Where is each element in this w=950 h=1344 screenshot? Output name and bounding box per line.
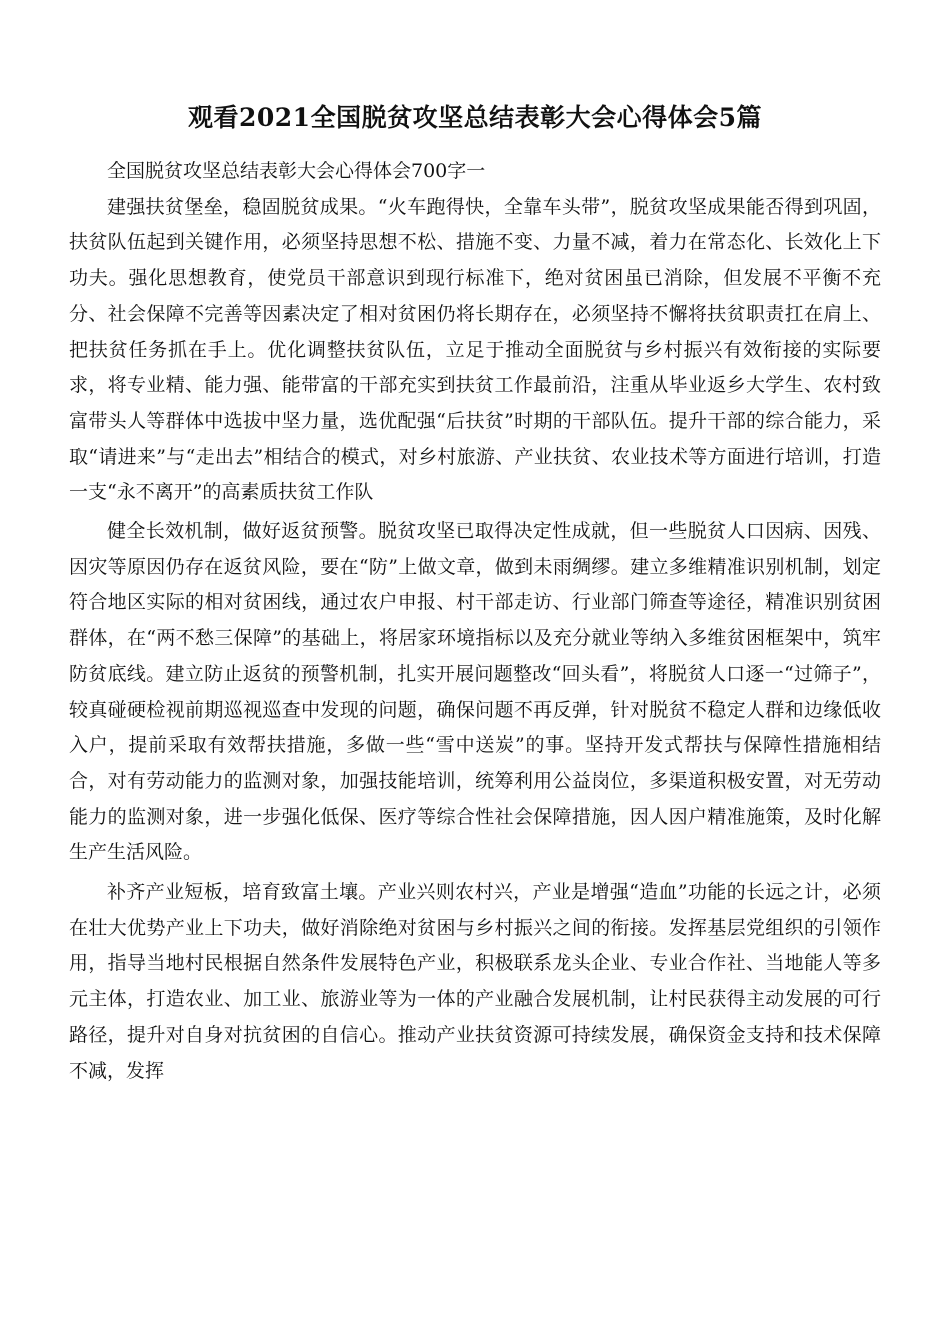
paragraph-2: 健全长效机制，做好返贫预警。脱贫攻坚已取得决定性成就，但一些脱贫人口因病、因残、因灾等原因仍存在返贫风险，要在“防”上做文章，做到未雨绸缪。建立多维精准识别机制，划定符合地区实际的相对贫困线，通过农户申报、村干部走访、行业部门筛查等途径，精准识别贫困群体，在“两不愁三保障”的基础上，将居家环境指标以及充分就业等纳入多维贫困框架中，筑牢防贫底线。建立防止返贫的预警机制，扎实开展问题整改“回头看”，将脱贫人口逐一“过筛子”，较真碰硬检视前期巡视巡查中发现的问题，确保问题不再反弹，针对脱贫不稳定人群和边缘低收入户，提前采取有效帮扶措施，多做一些“雪中送炭”的事。坚持开发式帮扶与保障性措施相结合，对有劳动能力的监测对象，加强技能培训，统筹利用公益岗位，多渠道积极安置，对无劳动能力的监测对象，进一步强化低保、医疗等综合性社会保障措施，因人因户精准施策，及时化解生产生活风险。: [69, 520, 881, 864]
section-subtitle: 全国脱贫攻坚总结表彰大会心得体会700字一: [107, 160, 486, 182]
paragraph-1: 建强扶贫堡垒，稳固脱贫成果。“火车跑得快，全靠车头带”，脱贫攻坚成果能否得到巩固，扶贫队伍起到关键作用，必须坚持思想不松、措施不变、力量不减，着力在常态化、长效化上下功夫。强化思想教育，使党员干部意识到现行标准下，绝对贫困虽已消除，但发展不平衡不充分、社会保障不完善等因素决定了相对贫困仍将长期存在，必须坚持不懈将扶贫职责扛在肩上、把扶贫任务抓在手上。优化调整扶贫队伍，立足于推动全面脱贫与乡村振兴有效衔接的实际要求，将专业精、能力强、能带富的干部充实到扶贫工作最前沿，注重从毕业返乡大学生、农村致富带头人等群体中选拔中坚力量，选优配强“后扶贫”时期的干部队伍。提升干部的综合能力，采取“请进来”与“走出去”相结合的模式，对乡村旅游、产业扶贫、农业技术等方面进行培训，打造一支“永不离开”的高素质扶贫工作队: [69, 195, 881, 504]
paragraph-3: 补齐产业短板，培育致富土壤。产业兴则农村兴，产业是增强“造血”功能的长远之计，必须在壮大优势产业上下功夫，做好消除绝对贫困与乡村振兴之间的衔接。发挥基层党组织的引领作用，指导当地村民根据自然条件发展特色产业，积极联系龙头企业、专业合作社、当地能人等多元主体，打造农业、加工业、旅游业等为一体的产业融合发展机制，让村民获得主动发展的可行路径，提升对自身对抗贫困的自信心。推动产业扶贫资源可持续发展，确保资金支持和技术保障不减，发挥: [69, 881, 881, 1082]
document-body: [69, 154, 881, 1089]
document-title: 观看2021全国脱贫攻坚总结表彰大会心得体会5篇: [188, 103, 762, 132]
